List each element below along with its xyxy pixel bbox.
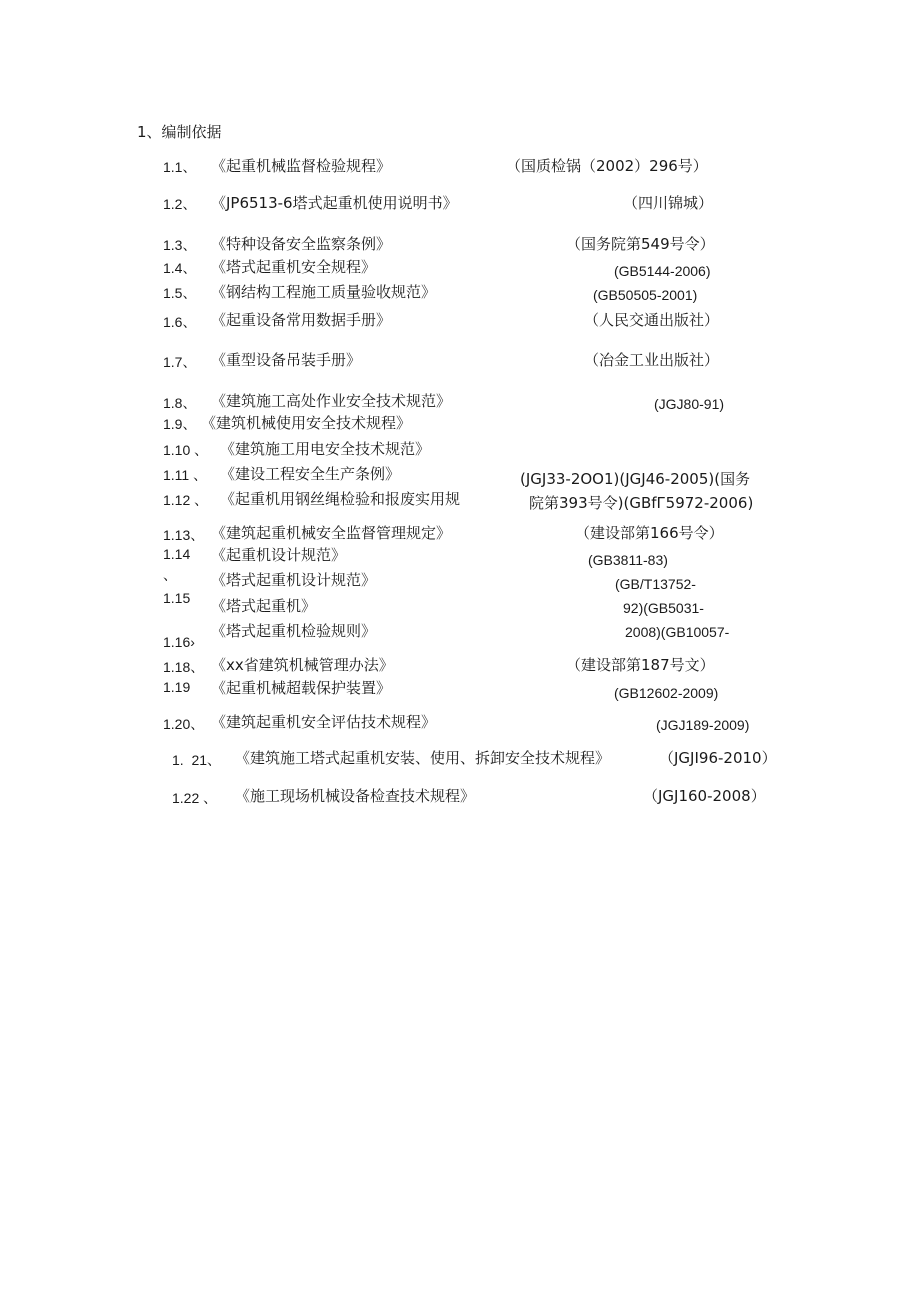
- item-number: 1.18、: [163, 659, 205, 675]
- item-title: 《建筑起重机械安全监督管理规定》: [211, 524, 452, 542]
- item-number: 1.2、: [163, 196, 197, 212]
- item-source: (GB50505-2001): [593, 287, 698, 303]
- item-source: （JGJI96-2010）: [659, 749, 777, 767]
- item-title: 《建筑施工高处作业安全技术规范》: [211, 392, 452, 410]
- item-title: 《建筑施工用电安全技术规范》: [220, 440, 431, 458]
- item-title: 《塔式起重机设计规范》: [211, 571, 377, 589]
- item-source: (GB3811-83): [588, 552, 668, 568]
- item-title: 《建筑施工塔式起重机安装、使用、拆卸安全技术规程》: [235, 749, 611, 767]
- item-title: 《重型设备吊装手册》: [211, 351, 362, 369]
- item-number: 1.22 、: [172, 790, 218, 806]
- item-source: （人民交通出版社）: [584, 311, 720, 329]
- item-number: 1.7、: [163, 354, 197, 370]
- item-number: 1.19: [163, 679, 191, 695]
- item-number: 1.4、: [163, 260, 197, 276]
- item-source: (GB12602-2009): [614, 685, 719, 701]
- item-title: 《起重机设计规范》: [211, 546, 347, 564]
- item-number: 1.12 、: [163, 492, 209, 508]
- item-title: 《建筑起重机安全评估技术规程》: [211, 713, 437, 731]
- item-title: 《钢结构工程施工质量验收规范》: [211, 283, 437, 301]
- item-number: 1.15: [163, 590, 191, 606]
- item-number: 1. 21、: [172, 752, 222, 768]
- item-title: 《特种设备安全监察条例》: [211, 235, 392, 253]
- item-title: 《建设工程安全生产条例》: [220, 465, 401, 483]
- section-heading: 1、编制依据: [137, 123, 222, 141]
- item-number: 1.6、: [163, 314, 197, 330]
- item-number: 1.5、: [163, 285, 197, 301]
- item-number: 1.20、: [163, 716, 205, 732]
- item-title: 《塔式起重机安全规程》: [211, 258, 377, 276]
- item-title: 《xx省建筑机械管理办法》: [211, 656, 394, 674]
- item-source: （国质检锅（2002）296号）: [506, 157, 708, 175]
- item-title: 《起重机用钢丝绳检验和报废实用规: [220, 490, 461, 508]
- item-source: (JGJ189-2009): [656, 717, 750, 733]
- item-number: 1.11 、: [163, 467, 208, 483]
- item-number: 1.10 、: [163, 442, 209, 458]
- item-source: 2008)(GB10057-: [625, 624, 730, 640]
- item-source: （建设部第166号令）: [575, 524, 724, 542]
- item-title: 《起重设备常用数据手册》: [211, 311, 392, 329]
- item-source: (JGJ33-2OO1)(JGJ46-2005)(国务: [520, 470, 751, 488]
- item-source: (JGJ80-91): [654, 396, 725, 412]
- item-title: 《塔式起重机》: [211, 597, 317, 615]
- item-number: 1.3、: [163, 237, 197, 253]
- item-source: （冶金工业出版社）: [584, 351, 720, 369]
- item-source: (GB/T13752-: [615, 576, 696, 592]
- item-title: 《建筑机械使用安全技术规程》: [201, 414, 412, 432]
- item-title: 《塔式起重机检验规则》: [211, 622, 377, 640]
- item-title: 《JP6513-6塔式起重机使用说明书》: [211, 194, 458, 212]
- item-source: （四川锦城）: [623, 194, 714, 212]
- item-number: 1.16›: [163, 634, 195, 650]
- item-source: (GB5144-2006): [614, 263, 711, 279]
- item-number: 1.1、: [163, 159, 197, 175]
- item-source: （建设部第187号文）: [566, 656, 715, 674]
- item-number: 1.14: [163, 546, 191, 562]
- item-number: 1.13、: [163, 527, 205, 543]
- item-number: 、: [163, 567, 177, 583]
- item-source: （国务院第549号令）: [566, 235, 715, 253]
- item-number: 1.9、: [163, 416, 197, 432]
- item-source: （JGJ160-2008）: [643, 787, 766, 805]
- item-title: 《施工现场机械设备检查技术规程》: [235, 787, 476, 805]
- item-number: 1.8、: [163, 395, 197, 411]
- item-source: 92)(GB5031-: [623, 600, 704, 616]
- item-title: 《起重机械超载保护装置》: [211, 679, 392, 697]
- item-source: 院第393号令)(GBfГ5972-2006): [529, 494, 754, 512]
- item-title: 《起重机械监督检验规程》: [211, 157, 392, 175]
